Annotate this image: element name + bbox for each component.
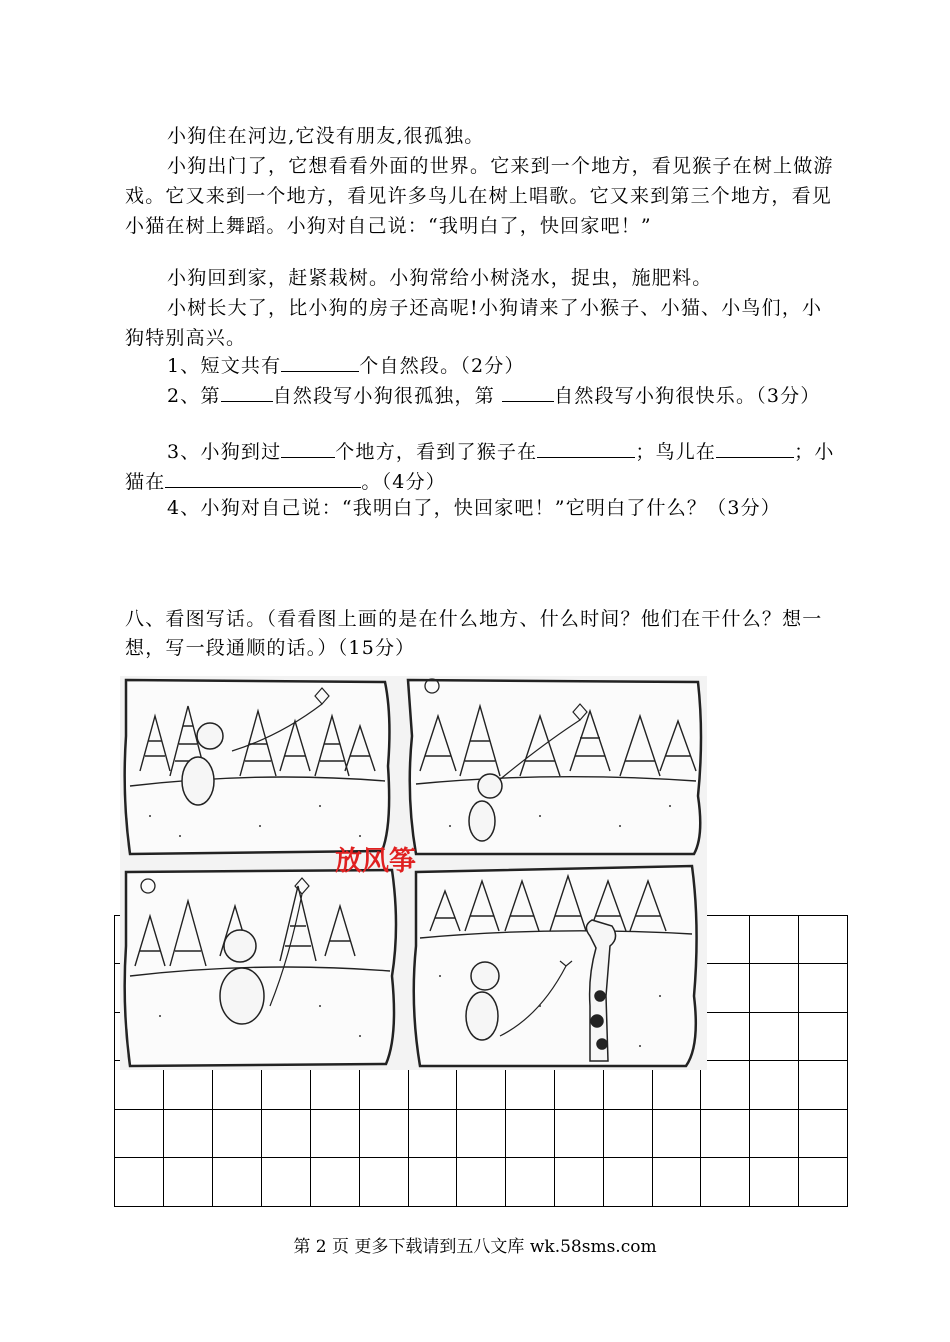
- story-paragraph-4: 小树长大了，比小狗的房子还高呢!小狗请来了小猴子、小猫、小鸟们，小狗特别高兴。: [125, 297, 823, 349]
- question-3-prefix: 3、小狗到过: [167, 441, 282, 463]
- story-paragraph-3: 小狗回到家，赶紧栽树。小狗常给小树浇水，捉虫，施肥料。: [167, 267, 713, 289]
- question-1-prefix: 1、短文共有: [167, 355, 282, 377]
- question-3-blank-2[interactable]: [537, 439, 635, 458]
- question-3: [125, 437, 840, 497]
- picture-title: 放风筝: [335, 846, 416, 877]
- question-2-blank-2[interactable]: [502, 383, 554, 402]
- kite-flying-picture: [120, 676, 707, 1070]
- story-paragraph-2: 小狗出门了，它想看看外面的世界。它来到一个地方，看见猴子在树上做游戏。它又来到一个地方，看见许多鸟儿在树上唱歌。它又来到第三个地方，看见小猫在树上舞蹈。小狗对自己说：“我明白了，快回家吧！”: [125, 155, 834, 237]
- panel-4-frame: [414, 866, 697, 1066]
- page-footer: 第 2 页 更多下载请到五八文库 wk.58sms.com: [293, 1237, 657, 1257]
- panel-1-frame: [125, 680, 390, 854]
- question-3-text-1: 个地方，看到了猴子在: [335, 441, 538, 463]
- question-3-suffix: 。（4分）: [361, 471, 446, 493]
- panel-3-frame: [125, 870, 396, 1066]
- question-3-blank-3[interactable]: [716, 439, 794, 458]
- story-paragraph-1: 小狗住在河边,它没有朋友,很孤独。: [167, 125, 485, 147]
- question-1-suffix: 个自然段。（2分）: [359, 355, 525, 377]
- question-2-middle: 自然段写小狗很孤独，第: [272, 385, 495, 407]
- question-2-suffix: 自然段写小狗很快乐。（3分）: [554, 385, 821, 407]
- question-2-prefix: 2、第: [167, 385, 221, 407]
- question-3-blank-4[interactable]: [165, 469, 361, 488]
- section-8-heading: 八、看图写话。（看看图上画的是在什么地方、什么时间？他们在干什么？想一想，写一段通顺的话。）（15分）: [125, 608, 823, 659]
- question-3-text-2: ；鸟儿在: [635, 441, 717, 463]
- question-2: [125, 381, 840, 411]
- question-3-text-3: ；小猫在: [125, 441, 835, 493]
- question-3-blank-1[interactable]: [281, 439, 335, 458]
- question-4: 4、小狗对自己说：“我明白了，快回家吧！”它明白了什么？（3分）: [167, 497, 782, 519]
- question-2-blank-1[interactable]: [221, 383, 273, 402]
- question-1-blank[interactable]: [281, 353, 359, 372]
- question-1: [125, 351, 840, 381]
